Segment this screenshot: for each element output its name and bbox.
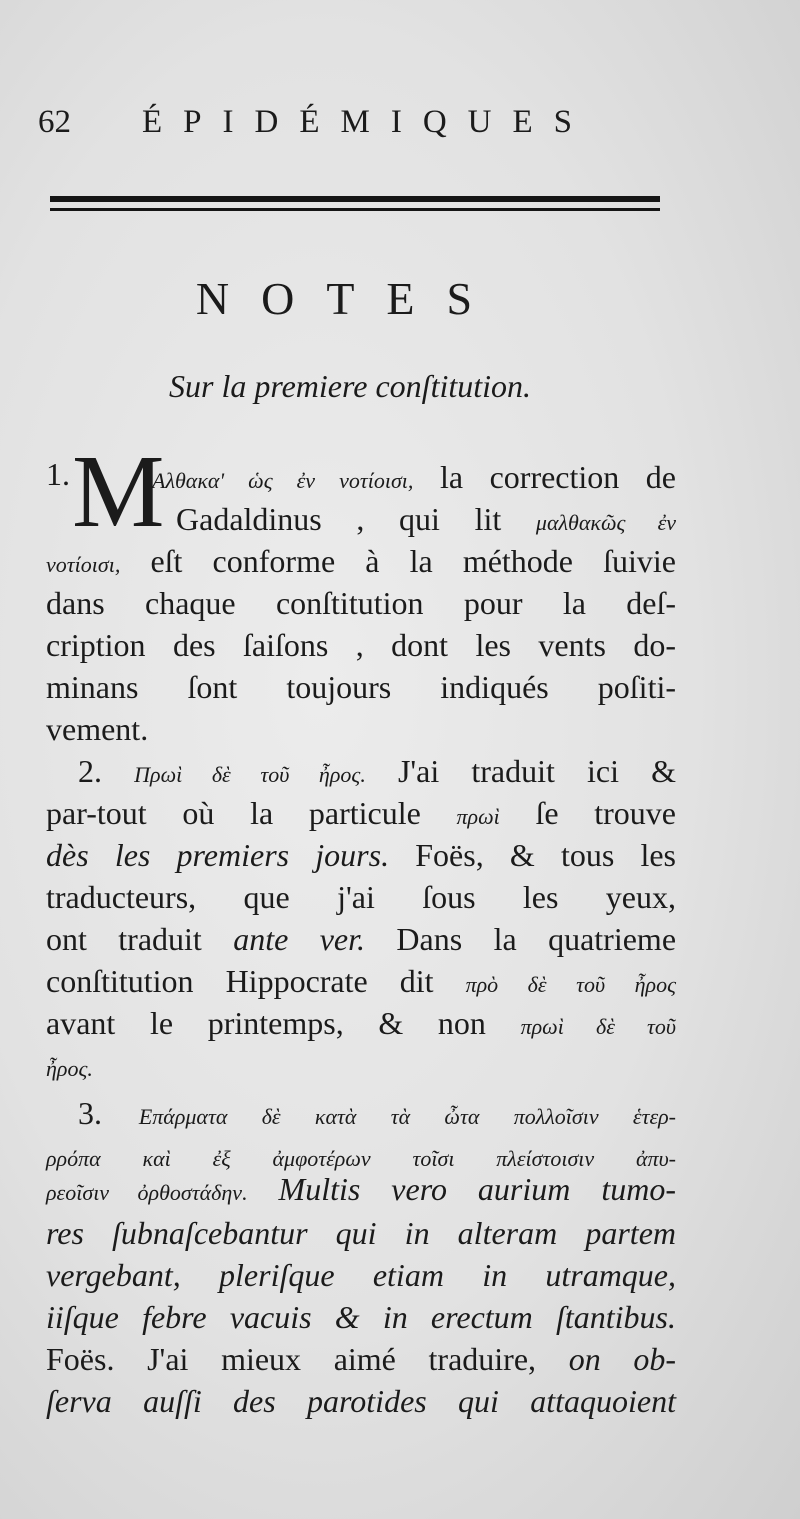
section-title: NOTES [195, 273, 505, 324]
note1-line: dans chaque conſtitution pour la deſ- [46, 585, 676, 621]
note2-line: 2. Πρωὶ δὲ τοῦ ἦρος. J'ai traduit ici & [78, 753, 676, 789]
running-header [38, 104, 658, 154]
note1-line: Gadaldinus , qui lit μαλθακῶς ἐν [176, 501, 676, 537]
note3-line: ſerva auſſi des parotides qui attaquoient [46, 1383, 676, 1419]
note2-line: par-tout où la particule πρωὶ ſe trouve [46, 795, 677, 831]
note3-line: vergebant, pleriſque etiam in utramque, [46, 1257, 676, 1293]
running-title: ÉPIDÉMIQUES [142, 104, 593, 140]
section-subtitle: Sur la premiere conſtitution. [168, 368, 532, 404]
note1-line: minans ſont toujours indiqués poſiti- [46, 669, 676, 705]
note3-line: ρεοῖσιν ὀρθοστάδην. Multis vero aurium tumo- [46, 1171, 676, 1207]
note3-line: 3. Επάρματα δὲ κατὰ τὰ ὦτα πολλοῖσιν ἑτερ- [78, 1095, 677, 1131]
note1-line: vement. [46, 711, 149, 747]
note2-line: avant le printemps, & non πρωὶ δὲ τοῦ [46, 1005, 677, 1041]
note2-line: ἦρος. [46, 1056, 93, 1081]
note3-line: iiſque febre vacuis & in erectum ſtantibus. [46, 1299, 676, 1335]
note-number: 1. [46, 456, 70, 492]
note3-line: res ſubnaſcebantur qui in alteram partem [46, 1215, 676, 1251]
note1-line: Αλθακα' ὡς ἐν νοτίοισι, la correction de [152, 459, 677, 495]
note2-line: traducteurs, que j'ai ſous les yeux, [46, 879, 676, 915]
note1-line: νοτίοισι, eſt conforme à la méthode ſuivie [46, 543, 676, 579]
note3-line: Foës. J'ai mieux aimé traduire, on ob- [46, 1341, 677, 1377]
note2-line: dès les premiers jours. Foës, & tous les [46, 837, 677, 873]
page-number: 62 [38, 104, 71, 140]
header-rule-thick [50, 196, 660, 202]
drop-capital: M [72, 434, 165, 549]
note2-line: ont traduit ante ver. Dans la quatrieme [46, 921, 677, 957]
header-rule-thin [50, 208, 660, 211]
note2-line: conſtitution Hippocrate dit πρὸ δὲ τοῦ ἦρος [46, 963, 676, 999]
note1-line: cription des ſaiſons , dont les vents do- [46, 627, 676, 663]
note3-line: ρρόπα καὶ ἐξ ἀμφοτέρων τοῖσι πλείστοισιν ἀπυ- [46, 1146, 676, 1171]
